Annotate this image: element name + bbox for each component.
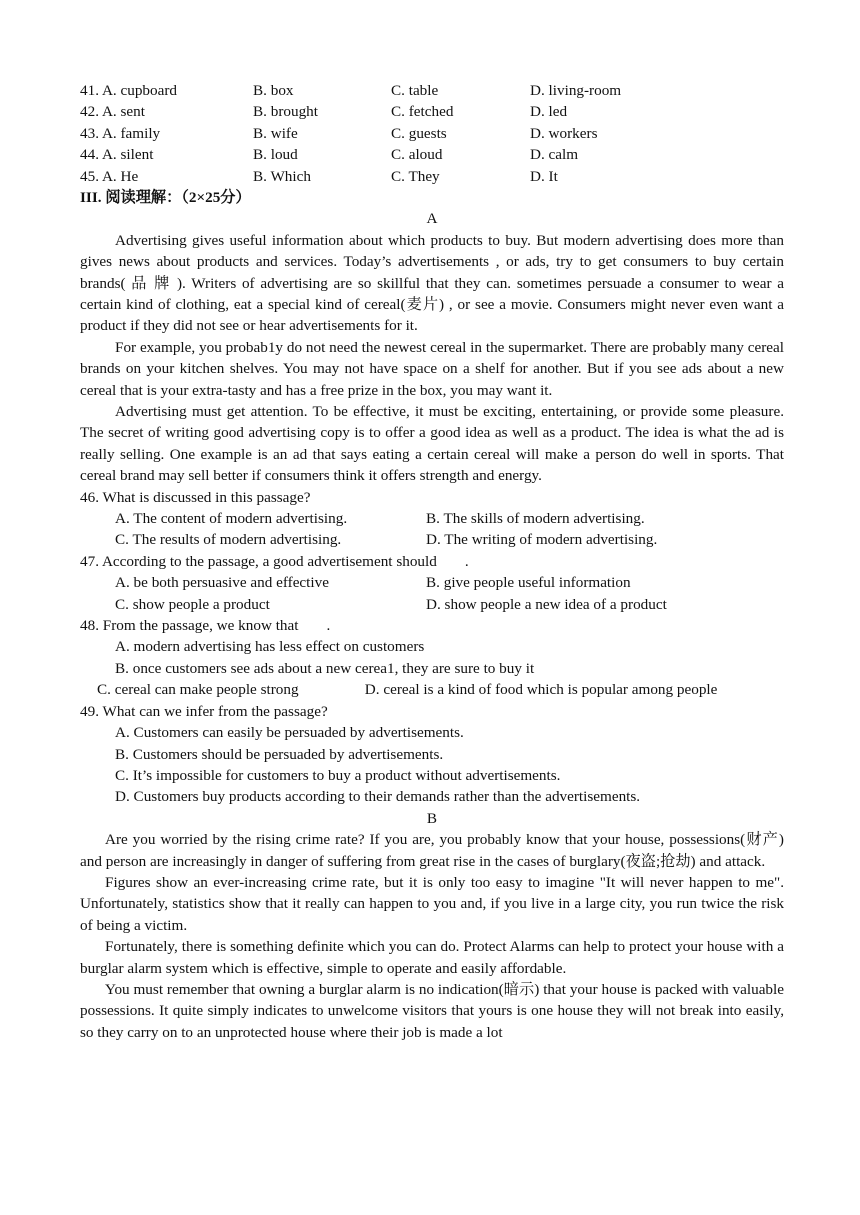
passage-b-paragraph: Fortunately, there is something definite which you can do. Protect Alarms can help to protect your house with a burglar alarm system which is effective, simple to operate and easily affordable. bbox=[80, 938, 784, 977]
option-a: 41. A. cupboard bbox=[80, 82, 178, 99]
option-b: B. loud bbox=[253, 146, 298, 164]
question-48 bbox=[80, 615, 784, 701]
option-c: C. guests bbox=[391, 124, 447, 142]
question-stem bbox=[80, 615, 784, 636]
choice-a: A. Customers can easily be persuaded by advertisements. bbox=[115, 724, 464, 742]
question-stem-end: . bbox=[464, 552, 469, 570]
option-a: 43. A. family bbox=[80, 124, 161, 142]
choice-b: B. Customers should be persuaded by advertisements. bbox=[115, 745, 444, 763]
choice-c: C. The results of modern advertising. bbox=[115, 531, 342, 549]
option-a: 45. A. He bbox=[80, 167, 139, 185]
choice-d: D. cereal is a kind of food which is popular among people bbox=[364, 681, 718, 699]
passage-a-label: A bbox=[426, 210, 438, 228]
choice-d: D. Customers buy products according to their demands rather than the advertisements. bbox=[115, 788, 641, 806]
option-b: B. Which bbox=[253, 167, 311, 185]
option-row-43 bbox=[80, 123, 784, 144]
choice-b: B. The skills of modern advertising. bbox=[426, 510, 645, 528]
option-a: 44. A. silent bbox=[80, 146, 154, 164]
option-a: 42. A. sent bbox=[80, 103, 145, 121]
question-49 bbox=[80, 701, 784, 808]
choice-row bbox=[80, 594, 784, 615]
passage-a-paragraph: For example, you probab1y do not need the newest cereal in the supermarket. There are probably many cereal brands on your kitchen shelves. You may not have space on a shelf for another. But if you see ads about a new cereal that is your extra-tasty and has a free prize in the box, you may want it. bbox=[80, 338, 784, 399]
option-row-42 bbox=[80, 101, 784, 122]
option-b: B. box bbox=[253, 82, 294, 99]
question-stem bbox=[80, 551, 784, 572]
section-heading: III. 阅读理解：（2×25分） bbox=[80, 188, 251, 206]
passage-b-label: B bbox=[426, 809, 438, 827]
choice-row bbox=[80, 529, 784, 550]
choice-row bbox=[80, 679, 784, 700]
option-c: C. They bbox=[391, 167, 440, 185]
exam-page bbox=[80, 80, 784, 1043]
option-d: D. workers bbox=[530, 124, 598, 142]
question-46 bbox=[80, 487, 784, 551]
passage-a-paragraph: Advertising gives useful information about which products to buy. But modern advertising does more than gives news about products and services. Today’s advertisements , or ads, try to get consumers to buy certain brands( 品 牌 ). Writers of advertising are so skillful that they can. sometimes persuade a consumer to wear a certain kind of clothing, eat a special kind of cereal(麦片) , or see a movie. Consumers might never even want a product if they did not see or hear advertisements for it. bbox=[80, 231, 784, 335]
choice-c: C. It’s impossible for customers to buy a product without advertisements. bbox=[115, 766, 561, 784]
passage-b-paragraph: You must remember that owning a burglar alarm is no indication(暗示) that your house is packed with valuable possessions. It quite simply indicates to unwelcome visitors that yours is one house they will not break into easily, so they carry on to an unprotected house where their job is made a lot bbox=[80, 980, 784, 1041]
option-d: D. led bbox=[530, 103, 568, 121]
options-table bbox=[80, 80, 784, 187]
choice-b: B. give people useful information bbox=[426, 574, 631, 592]
choice-a: A. modern advertising has less effect on customers bbox=[115, 638, 425, 656]
choice-row bbox=[80, 572, 784, 593]
option-d: D. It bbox=[530, 167, 558, 185]
choice-c: C. show people a product bbox=[115, 595, 270, 613]
question-stem: 49. What can we infer from the passage? bbox=[80, 702, 328, 720]
question-stem-end: . bbox=[326, 617, 331, 635]
question-47 bbox=[80, 551, 784, 615]
option-c: C. aloud bbox=[391, 146, 443, 164]
option-row-44 bbox=[80, 144, 784, 165]
option-b: B. brought bbox=[253, 103, 318, 121]
option-row-45 bbox=[80, 166, 784, 187]
question-stem-text: 47. According to the passage, a good advertisement should bbox=[80, 552, 437, 570]
option-c: C. table bbox=[391, 82, 439, 99]
choice-a: A. be both persuasive and effective bbox=[115, 574, 329, 592]
passage-b-paragraph: Figures show an ever-increasing crime rate, but it is only too easy to imagine "It will never happen to me". Unfortunately, statistics show that it really can happen to you and, if you live in a large city, you run twice the risk of being a victim. bbox=[80, 873, 784, 934]
choice-d: D. show people a new idea of a product bbox=[426, 595, 667, 613]
question-stem: 46. What is discussed in this passage? bbox=[80, 488, 311, 506]
choice-d: D. The writing of modern advertising. bbox=[426, 531, 658, 549]
option-d: D. living-room bbox=[530, 82, 622, 99]
option-b: B. wife bbox=[253, 124, 298, 142]
option-c: C. fetched bbox=[391, 103, 454, 121]
option-d: D. calm bbox=[530, 146, 579, 164]
choice-c: C. cereal can make people strong bbox=[97, 681, 299, 699]
question-stem-text: 48. From the passage, we know that bbox=[80, 617, 299, 635]
choice-row bbox=[80, 508, 784, 529]
option-row-41 bbox=[80, 80, 784, 101]
passage-b-paragraph: Are you worried by the rising crime rate? If you are, you probably know that your house, possessions(财产) and person are increasingly in danger of suffering from great rise in the cases of burglary(夜盗;抢劫) and attack. bbox=[80, 831, 784, 870]
choice-b: B. once customers see ads about a new cerea1, they are sure to buy it bbox=[115, 659, 535, 677]
choice-a: A. The content of modern advertising. bbox=[115, 510, 348, 528]
passage-a-paragraph: Advertising must get attention. To be effective, it must be exciting, entertaining, or provide some pleasure. The secret of writing good advertising copy is to offer a good idea as well as a product. The idea is what the ad is really selling. One example is an ad that says eating a certain cereal will make a person do well in sports. That cereal brand may sell better if consumers think it offers strength and energy. bbox=[80, 403, 784, 485]
